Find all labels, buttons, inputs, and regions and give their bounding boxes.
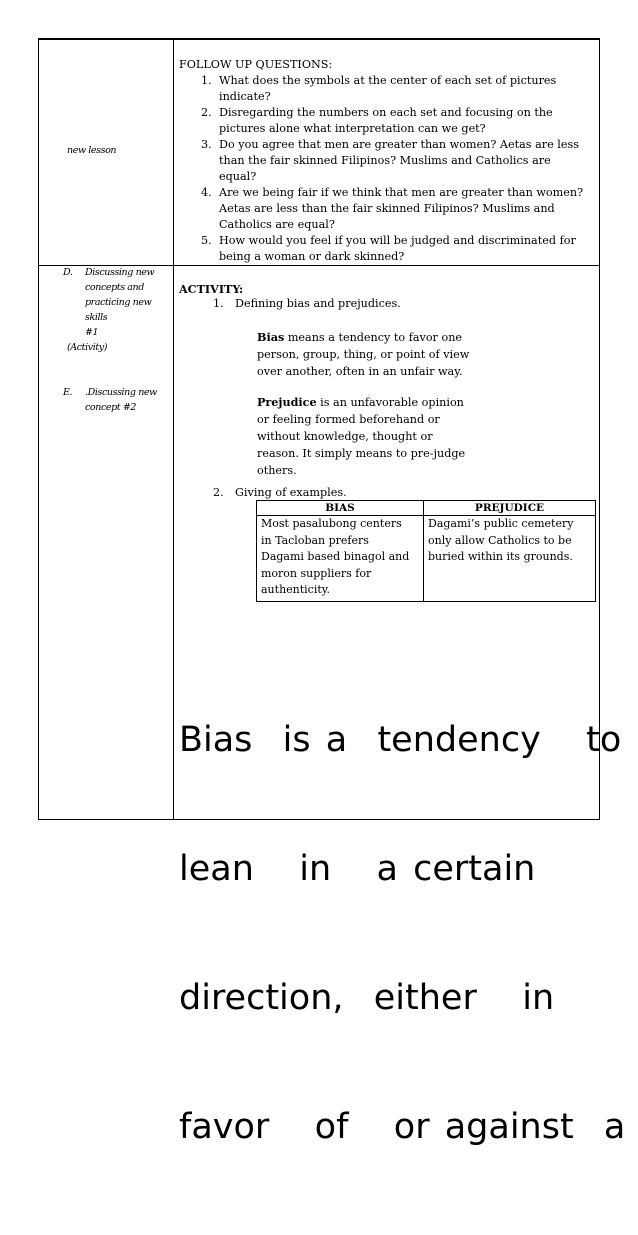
follow-up-header: FOLLOW UP QUESTIONS: xyxy=(179,58,333,71)
cell-line: moron suppliers for xyxy=(261,566,372,580)
definition-line: reason. It simply means to pre-judge xyxy=(257,447,466,460)
definition-line: person, group, thing, or point of view xyxy=(257,348,470,361)
new-lesson-label: new lesson xyxy=(67,145,117,156)
examples-table xyxy=(256,500,596,602)
question-line: Are we being fair if we think that men are greater than women? xyxy=(219,186,584,199)
question-line: pictures alone what interpretation can we get? xyxy=(219,122,486,135)
question-item xyxy=(179,137,597,185)
large-text-line: favor of or against a xyxy=(179,1107,626,1147)
definition-line: is an unfavorable opinion xyxy=(316,396,464,409)
question-item xyxy=(179,73,597,105)
cell-line: Most pasalubong centers xyxy=(261,517,402,530)
lesson-table xyxy=(38,38,626,1147)
question-line: Catholics are equal? xyxy=(219,218,335,231)
cell-line: buried within its grounds. xyxy=(428,550,573,563)
procedure-item-e xyxy=(49,385,173,415)
question-number: 5. xyxy=(201,234,212,247)
question-line: than the fair skinned Filipinos? Muslims and Catholics are xyxy=(219,154,551,167)
prejudice-term: Prejudice xyxy=(257,395,317,409)
question-number: 2. xyxy=(201,106,212,119)
question-line: What does the symbols at the center of each set of pictures xyxy=(219,74,557,87)
left-procedure-list xyxy=(49,265,173,415)
procedure-item-d xyxy=(49,265,173,340)
procedure-d-line: practicing new skills xyxy=(85,297,152,323)
cell-line: Dagami’s public cemetery xyxy=(428,517,574,530)
prejudice-definition xyxy=(257,394,477,479)
bias-term: Bias xyxy=(257,330,285,344)
activity-item-number: 2. xyxy=(213,486,224,499)
table-row xyxy=(257,516,596,602)
question-line: How would you feel if you will be judged and discriminated for xyxy=(219,234,576,247)
activity-item-text: Defining bias and prejudices. xyxy=(235,297,401,310)
activity-item-text: Giving of examples. xyxy=(235,486,347,499)
question-number: 1. xyxy=(201,74,212,87)
cell-line: only allow Catholics to be xyxy=(428,533,572,547)
table-header-row xyxy=(257,501,596,516)
bias-definition xyxy=(257,329,477,380)
bias-column-header: BIAS xyxy=(257,501,424,516)
question-line: indicate? xyxy=(219,90,271,103)
question-item xyxy=(179,233,597,265)
column-divider xyxy=(173,39,174,819)
large-text-line: lean in a certain xyxy=(179,849,536,889)
definition-line: without knowledge, thought or xyxy=(257,430,433,443)
bias-large-text xyxy=(179,633,626,1235)
activity-title: ACTIVITY: xyxy=(179,282,244,296)
question-item xyxy=(179,185,597,233)
procedure-marker-e: E. xyxy=(63,387,73,398)
question-line: Disregarding the numbers on each set and focusing on the xyxy=(219,106,553,119)
cell-line: in Tacloban prefers xyxy=(261,533,369,547)
activity-item-1 xyxy=(213,296,401,312)
procedure-d-line: #1 xyxy=(85,327,99,338)
follow-up-questions xyxy=(179,73,597,265)
procedure-marker-d: D. xyxy=(63,267,73,278)
bias-example-cell xyxy=(257,516,424,602)
procedure-d-sub: (Activity) xyxy=(67,342,108,353)
procedure-d-line: concepts and xyxy=(85,282,144,293)
cell-line: authenticity. xyxy=(261,583,331,596)
question-line: Aetas are less than the fair skinned Filipinos? Muslims and xyxy=(219,202,555,215)
large-text-line: Bias is a tendency to xyxy=(179,720,622,760)
question-number: 4. xyxy=(201,186,212,199)
definition-line: or feeling formed beforehand or xyxy=(257,413,440,426)
question-line: being a woman or dark skinned? xyxy=(219,250,405,263)
procedure-e-line: concept #2 xyxy=(85,402,137,413)
prejudice-column-header: PREJUDICE xyxy=(424,501,596,516)
question-number: 3. xyxy=(201,138,212,151)
procedure-e-line: .Discussing new xyxy=(85,387,157,398)
question-line: Do you agree that men are greater than women? Aetas are less xyxy=(219,138,579,151)
definition-line: over another, often in an unfair way. xyxy=(257,365,463,378)
prejudice-example-cell xyxy=(424,516,596,602)
procedure-d-line: Discussing new xyxy=(85,267,155,278)
follow-up-section xyxy=(179,57,597,265)
activity-item-number: 1. xyxy=(213,297,224,310)
definition-line: means a tendency to favor one xyxy=(284,331,463,344)
cell-line: Dagami based binagol and xyxy=(261,550,410,563)
table-top-border xyxy=(39,39,599,40)
question-item xyxy=(179,105,597,137)
question-line: equal? xyxy=(219,170,257,183)
large-text-line: direction, either in xyxy=(179,978,555,1018)
definition-line: others. xyxy=(257,464,297,477)
activity-item-2 xyxy=(213,485,347,501)
